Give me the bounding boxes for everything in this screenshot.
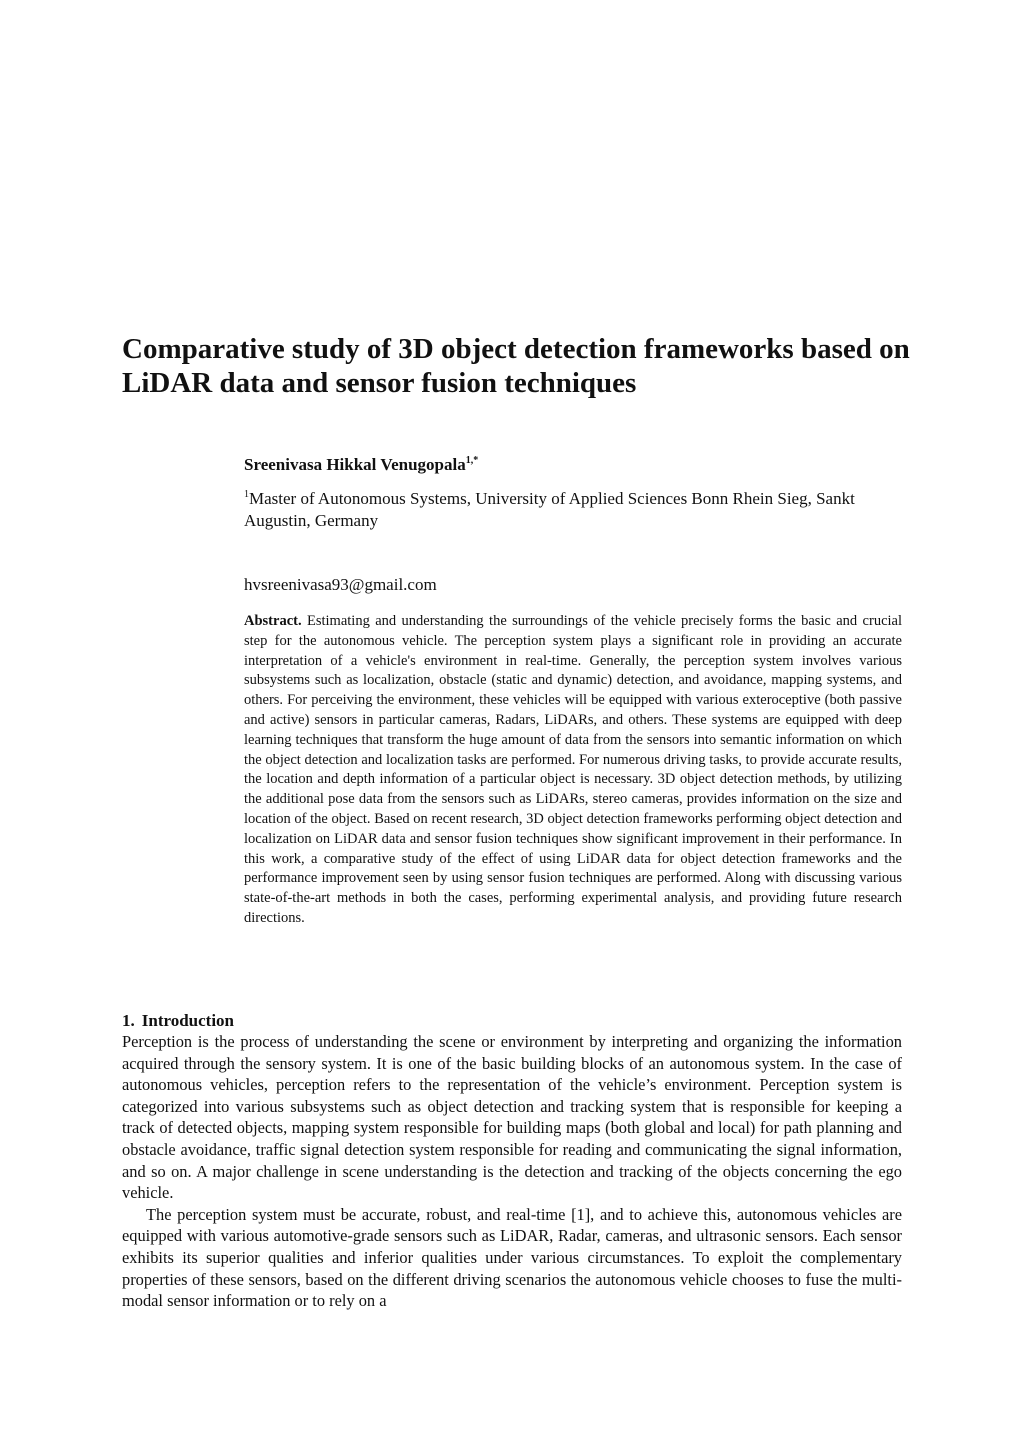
author-name xyxy=(244,450,914,476)
affiliation xyxy=(244,484,914,532)
section-number: 1. xyxy=(122,1011,135,1030)
author-name-text: Sreenivasa Hikkal Venugopala xyxy=(244,455,466,474)
abstract-label: Abstract. xyxy=(244,613,302,629)
paragraph: The perception system must be accurate, robust, and real-time [1], and to achieve this, autonomous vehicles are equipped with various automotive-grade sensors such as LiDAR, Radar, cameras, and ultrasonic sensors. Each sensor exhibits its superior qualities and inferior qualities under various circumstances. To exploit the complementary properties of these sensors, based on the different driving scenarios the autonomous vehicle chooses to fuse the multi-modal sensor information or to rely on a xyxy=(122,1204,902,1311)
paragraph: Perception is the process of understanding the scene or environment by interpreting and organizing the information acquired through the sensory system. It is one of the basic building blocks of an autonomous system. In the case of autonomous vehicles, perception refers to the representation of the vehicle’s environment. Perception system is categorized into various subsystems such as object detection and tracking system that is responsible for keeping a track of detected objects, mapping system responsible for building maps (both global and local) for path planning and obstacle avoidance, traffic signal detection system responsible for reading and communicating the signal information, and so on. A major challenge in scene understanding is the detection and tracking of the objects concerning the ego vehicle. xyxy=(122,1032,902,1203)
section-title: Introduction xyxy=(141,1011,235,1030)
author-superscript: 1,* xyxy=(465,455,479,466)
abstract xyxy=(244,612,902,929)
section-introduction xyxy=(122,1010,902,1312)
paper-title: Comparative study of 3D object detection frameworks based on LiDAR data and sensor fusion techniques xyxy=(122,333,910,399)
affiliation-marker: 1 xyxy=(244,489,249,500)
author-block xyxy=(244,450,914,596)
affiliation-text: Master of Autonomous Systems, University of Applied Sciences Bonn Rhein Sieg, Sankt Augustin, Germany xyxy=(244,489,855,530)
author-email: hvsreenivasa93@gmail.com xyxy=(244,575,437,594)
section-heading xyxy=(122,1010,902,1031)
abstract-text: Estimating and understanding the surroundings of the vehicle precisely forms the basic and crucial step for the autonomous vehicle. The perception system plays a significant role in providing an accurate interpretation of a vehicle's environment in real-time. Generally, the perception system involves various subsystems such as localization, obstacle (static and dynamic) detection, and avoidance, mapping systems, and others. For perceiving the environment, these vehicles will be equipped with various exteroceptive (both passive and active) sensors in particular cameras, Radars, LiDARs, and others. These systems are equipped with deep learning techniques that transform the huge amount of data from the sensors into semantic information on which the object detection and localization tasks are performed. For numerous driving tasks, to provide accurate results, the location and depth information of a particular object is necessary. 3D object detection methods, by utilizing the additional pose data from the sensors such as LiDARs, stereo cameras, provides information on the size and location of the object. Based on recent research, 3D object detection frameworks performing object detection and localization on LiDAR data and sensor fusion techniques show significant improvement in their performance. In this work, a comparative study of the effect of using LiDAR data for object detection frameworks and the performance improvement seen by using sensor fusion techniques are performed. Along with discussing various state-of-the-art methods in both the cases, performing experimental analysis, and providing future research directions. xyxy=(244,613,903,926)
